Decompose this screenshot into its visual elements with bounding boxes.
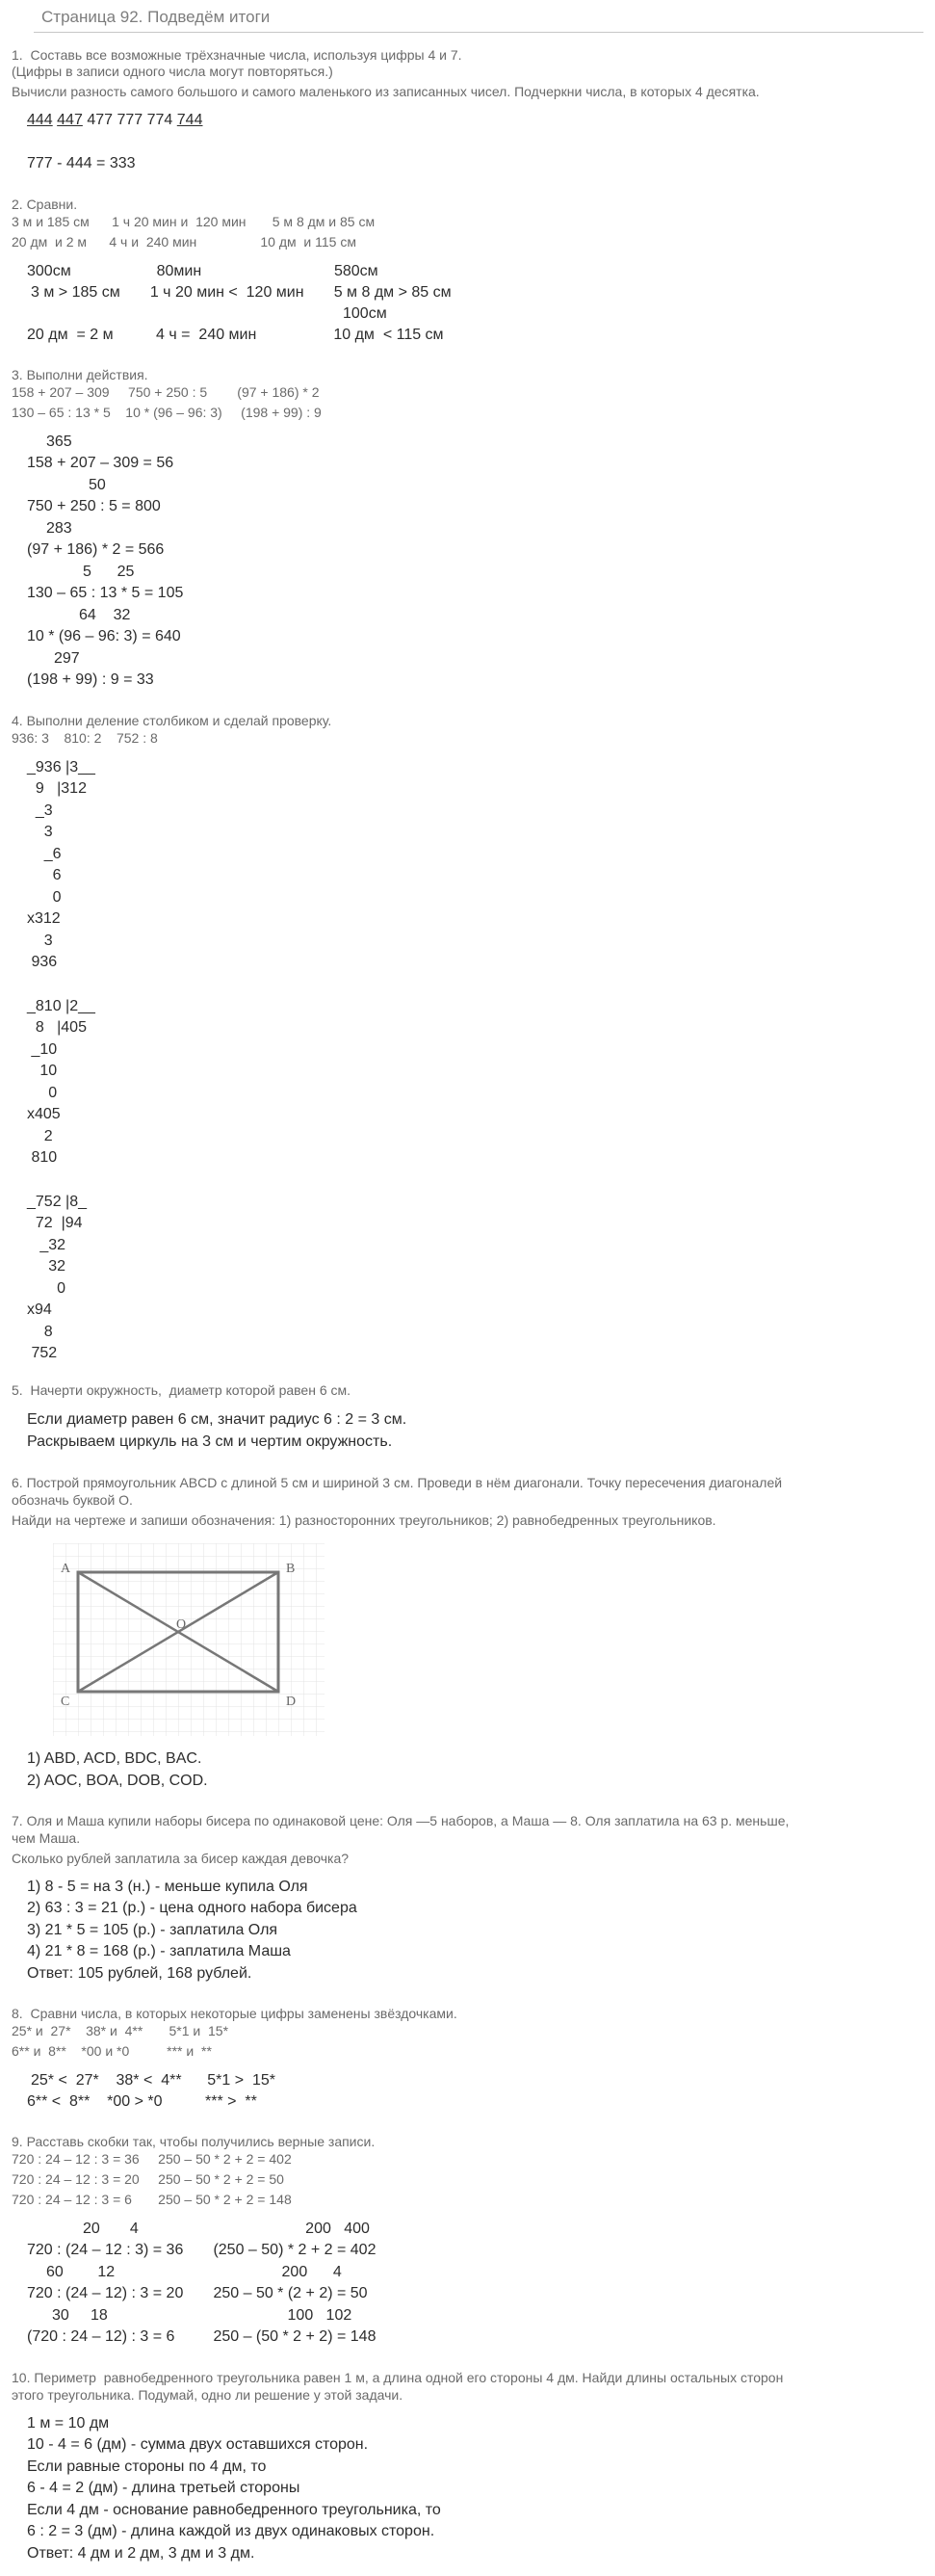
task9-answer-line5: 30 18 100 102 [52, 2307, 352, 2324]
task7-question-line1: 7. Оля и Маша купили наборы бисера по одинаковой цене: Оля —5 наборов, а Маша — 8. Оля заплатила на 63 р. меньше, [12, 1813, 790, 1828]
vertex-label-d: D [286, 1695, 297, 1709]
task4-division-line: x405 [27, 1106, 61, 1122]
task4-division-line: _6 [27, 846, 62, 862]
title-divider [34, 32, 923, 33]
task4-division-line: 3 [27, 824, 53, 840]
task4-division-line: _32 [27, 1237, 66, 1253]
task7-question-line3: Сколько рублей заплатила за бисер каждая девочка? [12, 1851, 350, 1866]
task1-number: 744 [176, 112, 203, 128]
task7-question-line2: чем Маша. [12, 1830, 81, 1846]
task3-step: (198 + 99) : 9 = 33 [27, 671, 154, 688]
task2-exercise-line2: 20 дм и 2 м 4 ч и 240 мин 10 дм и 115 см [12, 234, 356, 250]
task4-division-line: 3 [27, 933, 53, 949]
task7-answer-line4: 4) 21 * 8 = 168 (р.) - заплатила Маша [27, 1943, 291, 1959]
task5-question: 5. Начерти окружность, диаметр которой равен 6 см. [12, 1382, 351, 1398]
task3-step: 10 * (96 – 96: 3) = 640 [27, 628, 181, 644]
task8-question: 8. Сравни числа, в которых некоторые цифры заменены звёздочками. [12, 2006, 457, 2021]
task9-answer-line6: (720 : 24 – 12) : 3 = 6 250 – (50 * 2 + 2) = 148 [27, 2328, 377, 2345]
task6-question-line2: обозначь буквой O. [12, 1492, 133, 1508]
vertex-label-b: B [286, 1562, 296, 1576]
task3-step: 297 [54, 650, 80, 667]
task3-step: 158 + 207 – 309 = 56 [27, 455, 174, 471]
task10-answer-line1: 1 м = 10 дм [27, 2415, 110, 2431]
task2-answer-line4: 20 дм = 2 м 4 ч = 240 мин 10 дм < 115 см [27, 327, 444, 343]
task5-answer-line1: Если диаметр равен 6 см, значит радиус 6 : 2 = 3 см. [27, 1411, 407, 1428]
vertex-label-a: A [61, 1562, 71, 1576]
task6-question-line3: Найди на чертеже и запиши обозначения: 1) разносторонних треугольников; 2) равнобедренных треугольников. [12, 1512, 716, 1528]
vertex-label-c: C [61, 1695, 70, 1709]
task1-question-line1: 1. Составь все возможные трёхзначные числа, используя цифры 4 и 7. [12, 47, 462, 63]
task4-division-line: 9 |312 [27, 780, 87, 797]
task4-division-line: _752 |8_ [27, 1194, 87, 1210]
task2-answer-line3: 100см [343, 305, 387, 322]
task4-division-line: 32 [27, 1258, 66, 1275]
task4-division-line: x94 [27, 1301, 52, 1318]
task4-division-line: 8 |405 [27, 1019, 87, 1036]
task2-question: 2. Сравни. [12, 197, 78, 212]
task4-division-line: 72 |94 [27, 1215, 83, 1231]
task4-exercise: 936: 3 810: 2 752 : 8 [12, 730, 158, 746]
task7-answer-line1: 1) 8 - 5 = на 3 (н.) - меньше купила Оля [27, 1879, 308, 1895]
task1-number: 774 [146, 112, 173, 128]
task4-division-line: 0 [27, 1085, 58, 1101]
task1-question-line2: (Цифры в записи одного числа могут повторяться.) [12, 64, 333, 79]
task7-answer-line3: 3) 21 * 5 = 105 (р.) - заплатила Оля [27, 1922, 278, 1938]
task1-difference: 777 - 444 = 333 [27, 155, 136, 171]
task4-division-line: 6 [27, 867, 62, 883]
task4-division-line: _10 [27, 1041, 58, 1058]
task9-answer-line2: 720 : (24 – 12 : 3) = 36 (250 – 50) * 2 + 2 = 402 [27, 2242, 377, 2258]
task1-number: 777 [117, 112, 143, 128]
task4-division-line: 0 [27, 889, 62, 906]
task3-exercise-line2: 130 – 65 : 13 * 5 10 * (96 – 96: 3) (198 + 99) : 9 [12, 405, 322, 420]
task3-step: 64 32 [79, 607, 131, 623]
task1-number: 444 [27, 112, 53, 128]
task5-answer-line2: Раскрываем циркуль на 3 см и чертим окружность. [27, 1433, 393, 1450]
task10-answer-line4: 6 - 4 = 2 (дм) - длина третьей стороны [27, 2480, 300, 2496]
task8-exercise-line1: 25* и 27* 38* и 4** 5*1 и 15* [12, 2023, 229, 2038]
task9-answer-line4: 720 : (24 – 12) : 3 = 20 250 – 50 * (2 + 2) = 50 [27, 2285, 368, 2301]
task1-numbers [27, 113, 202, 128]
task6-answer-line1: 1) ABD, ACD, BDC, BAC. [27, 1750, 202, 1767]
task4-division-line: 2 [27, 1128, 53, 1144]
task2-exercise-line1: 3 м и 185 см 1 ч 20 мин и 120 мин 5 м 8 дм и 85 см [12, 214, 376, 229]
center-label-o: O [176, 1617, 187, 1632]
task10-question-line2: этого треугольника. Подумай, одно ли решение у этой задачи. [12, 2387, 403, 2403]
task10-answer-line3: Если равные стороны по 4 дм, то [27, 2458, 267, 2475]
task10-answer-line2: 10 - 4 = 6 (дм) - сумма двух оставшихся сторон. [27, 2436, 369, 2453]
task1-number: 477 [87, 112, 114, 128]
rectangle-diagram [53, 1543, 325, 1736]
task1-number: 447 [57, 112, 83, 128]
task8-exercise-line2: 6** и 8** *00 и *0 *** и ** [12, 2043, 212, 2059]
task3-step: 130 – 65 : 13 * 5 = 105 [27, 585, 184, 601]
task4-division-line: 936 [27, 954, 58, 970]
task10-answer-line7: Ответ: 4 дм и 2 дм, 3 дм и 3 дм. [27, 2545, 255, 2562]
task3-step: 365 [46, 434, 72, 450]
task4-division-line: x312 [27, 910, 61, 927]
task3-step: (97 + 186) * 2 = 566 [27, 541, 165, 558]
page-title: Страница 92. Подведём итоги [41, 8, 271, 26]
task3-question: 3. Выполни действия. [12, 367, 148, 382]
task6-answer-line2: 2) AOC, BOA, DOB, COD. [27, 1773, 208, 1789]
task4-division-line: _3 [27, 802, 53, 819]
task6-question-line1: 6. Построй прямоугольник ABCD с длиной 5 см и шириной 3 см. Проведи в нём диагонали. Точку пересечения диагоналей [12, 1475, 783, 1490]
task1-question-line3: Вычисли разность самого большого и самого маленького из записанных чисел. Подчеркни числа, в которых 4 десятка. [12, 84, 760, 99]
task3-step: 5 25 [83, 564, 135, 580]
task4-division-line: _810 |2__ [27, 998, 95, 1014]
task2-answer-line1: 300см 80мин 580см [27, 263, 378, 279]
task3-step: 750 + 250 : 5 = 800 [27, 498, 161, 514]
task2-answer-line2: 3 м > 185 см 1 ч 20 мин < 120 мин 5 м 8 дм > 85 см [31, 284, 452, 301]
task3-exercise-line1: 158 + 207 – 309 750 + 250 : 5 (97 + 186) * 2 [12, 384, 320, 400]
task4-division-line: 8 [27, 1324, 53, 1340]
task4-division-line: 752 [27, 1345, 58, 1361]
task3-step: 50 [89, 477, 106, 493]
task9-answer-line3: 60 12 200 4 [46, 2264, 342, 2280]
task9-answer-line1: 20 4 200 400 [83, 2221, 370, 2237]
task9-exercise-line2: 720 : 24 – 12 : 3 = 20 250 – 50 * 2 + 2 = 50 [12, 2171, 284, 2187]
task9-exercise-line3: 720 : 24 – 12 : 3 = 6 250 – 50 * 2 + 2 = 148 [12, 2192, 292, 2207]
task4-division-line: 810 [27, 1149, 58, 1166]
task9-question: 9. Расставь скобки так, чтобы получились верные записи. [12, 2134, 376, 2149]
task7-answer-line5: Ответ: 105 рублей, 168 рублей. [27, 1965, 252, 1982]
task4-division-line: _936 |3__ [27, 759, 95, 775]
task4-question: 4. Выполни деление столбиком и сделай проверку. [12, 713, 332, 728]
task4-division-line: 0 [27, 1280, 66, 1297]
task3-step: 283 [46, 520, 72, 537]
task8-answer-line2: 6** < 8** *00 > *0 *** > ** [27, 2093, 257, 2110]
task7-answer-line2: 2) 63 : 3 = 21 (р.) - цена одного набора бисера [27, 1900, 357, 1916]
task10-answer-line6: 6 : 2 = 3 (дм) - длина каждой из двух одинаковых сторон. [27, 2523, 435, 2539]
task10-question-line1: 10. Периметр равнобедренного треугольника равен 1 м, а длина одной его стороны 4 дм. Найди длины остальных сторон [12, 2370, 784, 2385]
task10-answer-line5: Если 4 дм - основание равнобедренного треугольника, то [27, 2502, 441, 2518]
task8-answer-line1: 25* < 27* 38* < 4** 5*1 > 15* [31, 2072, 275, 2089]
task4-division-line: 10 [27, 1063, 58, 1079]
task9-exercise-line1: 720 : 24 – 12 : 3 = 36 250 – 50 * 2 + 2 = 402 [12, 2151, 292, 2167]
